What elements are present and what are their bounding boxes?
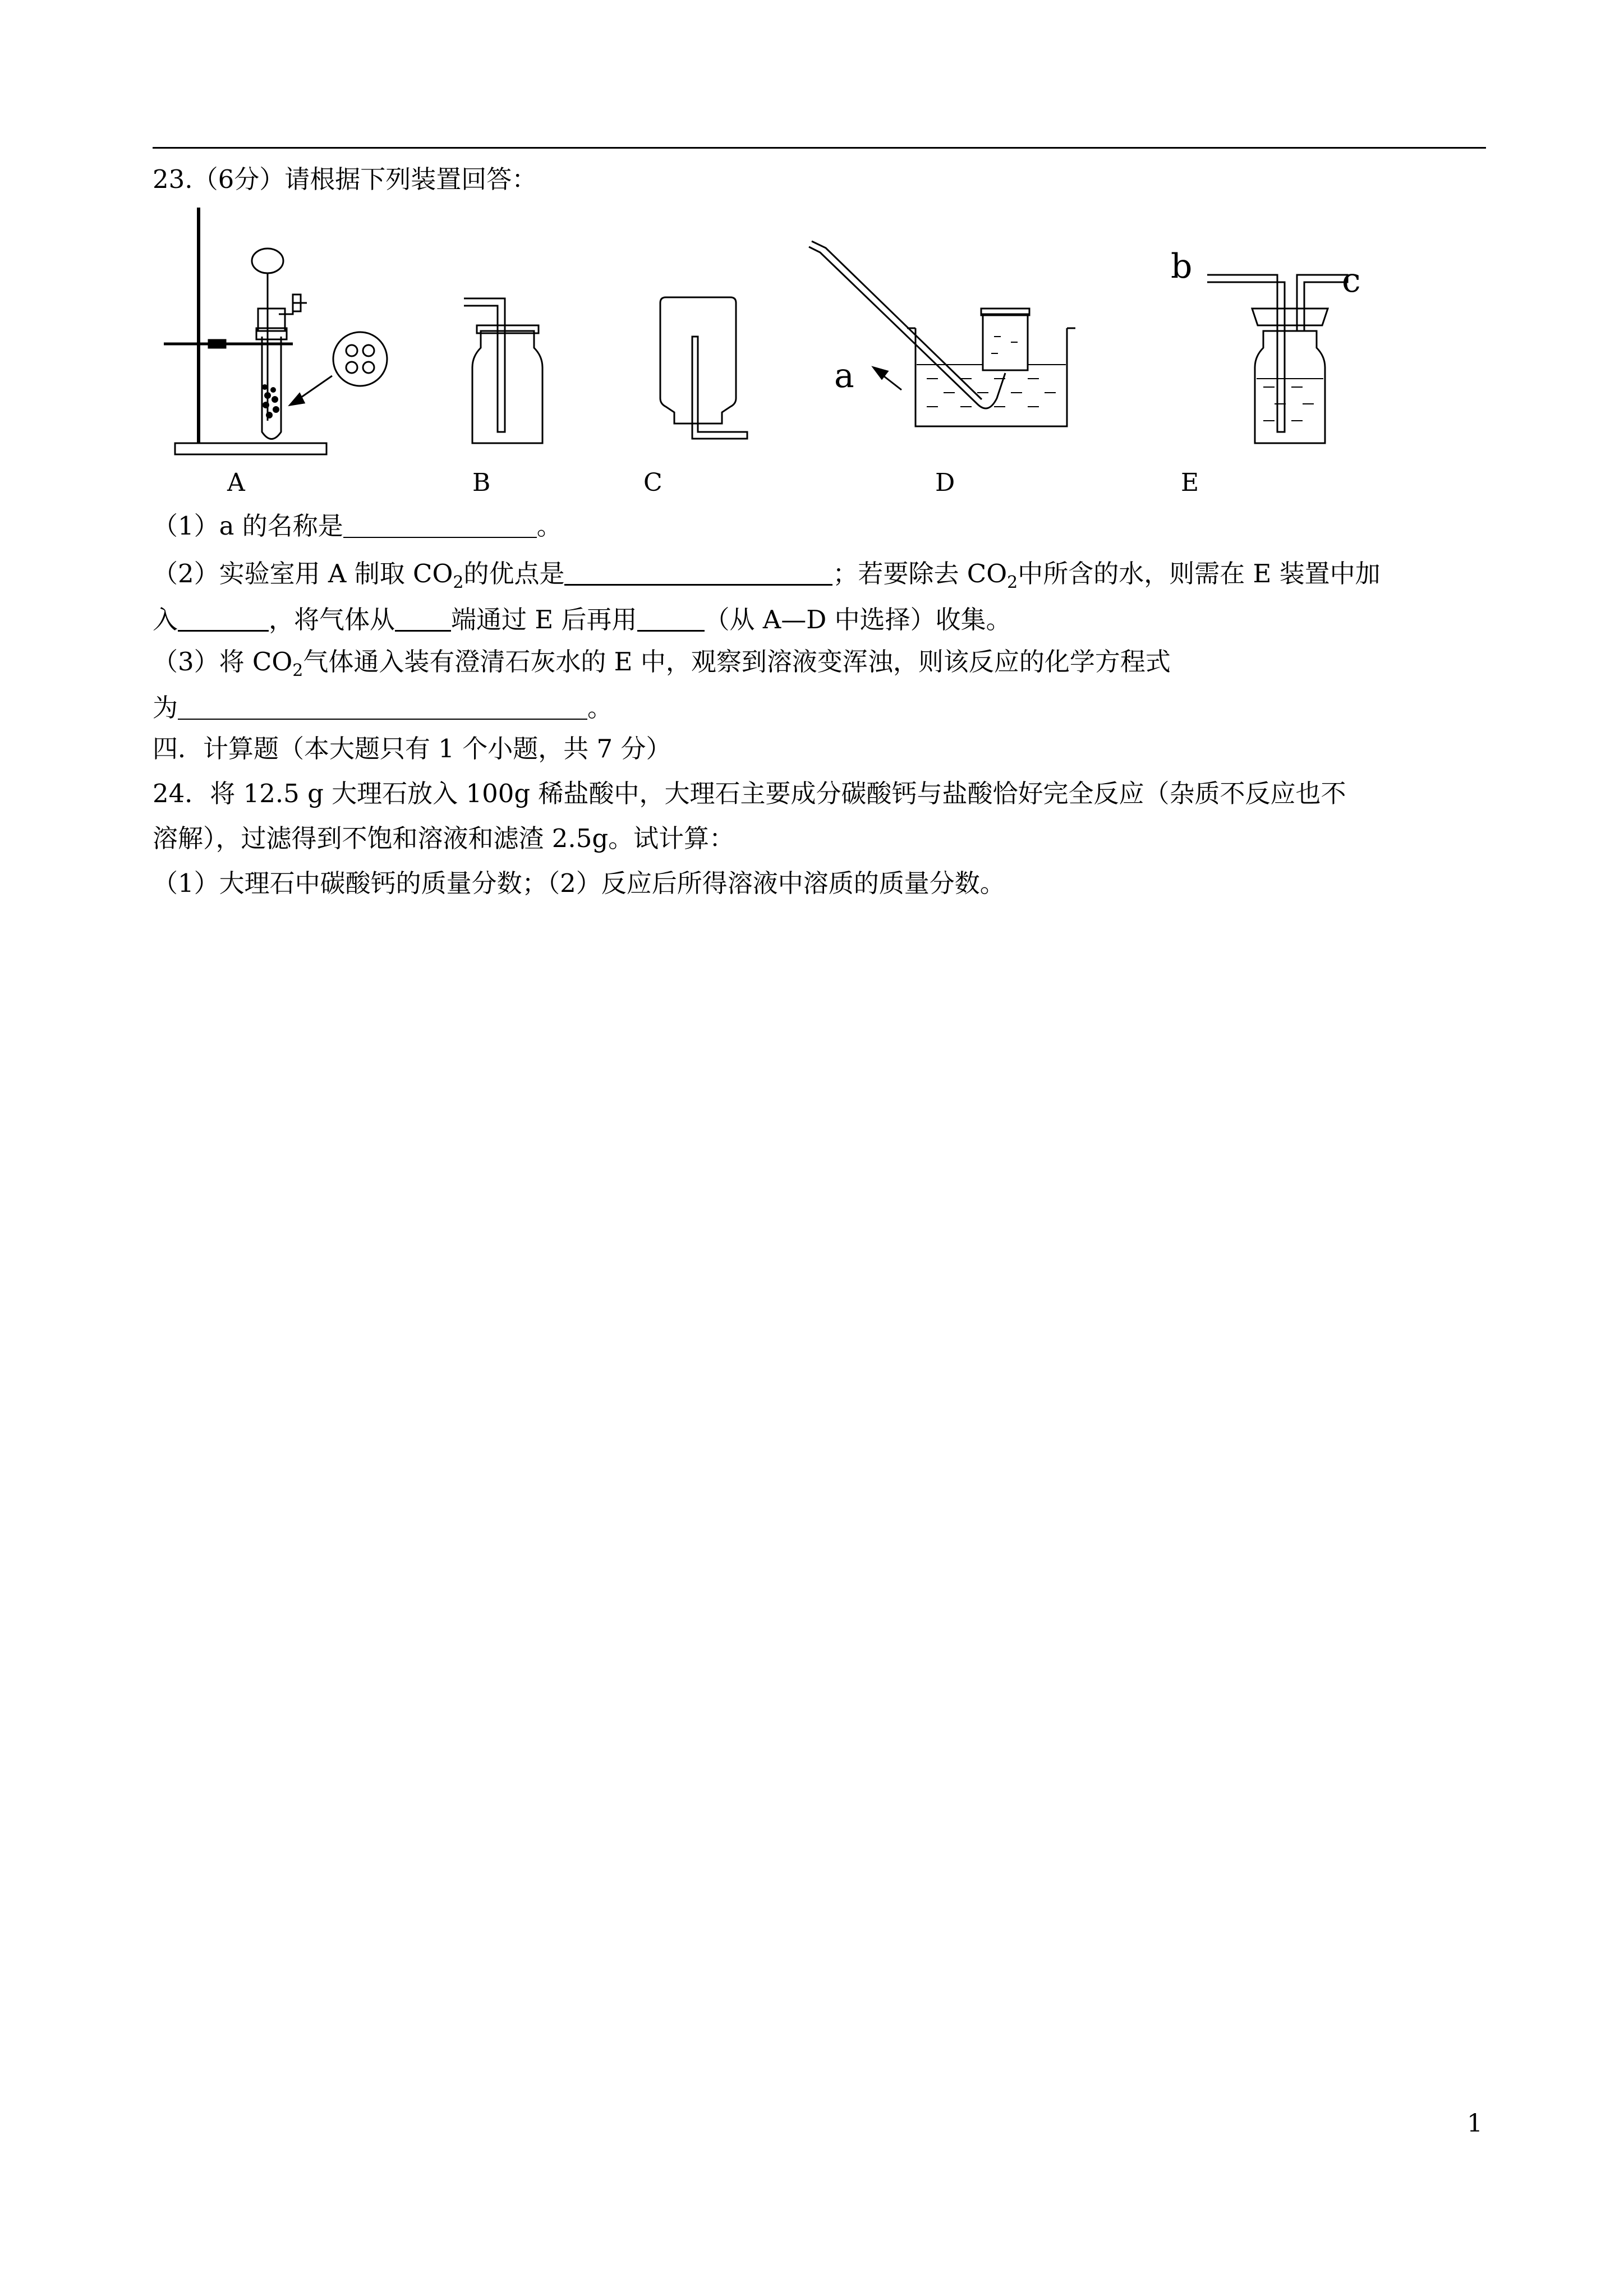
apparatus-label-d: D <box>935 468 955 497</box>
top-rule <box>153 147 1486 149</box>
q24-line3: （1）大理石中碳酸钙的质量分数；（2）反应后所得溶液中溶质的质量分数。 <box>153 868 1005 898</box>
q23-part3-line2: 为 。 <box>153 693 613 723</box>
q23-part3-line1: （3）将 $CO_2$气体通入装有澄清石灰水的 E 中，观察到溶液变浑浊，则该反应的化学方程式 <box>153 647 1171 680</box>
tube-label-a: a <box>834 356 854 395</box>
page-number: 1 <box>1467 2109 1483 2138</box>
apparatus-label-a: A <box>227 468 245 497</box>
answer-blank-2[interactable] <box>564 559 832 586</box>
apparatus-label-c: C <box>643 468 663 497</box>
answer-blank-6[interactable] <box>178 694 587 720</box>
q23-part2-line1: （2）实验室用 A 制取 $CO_2$的优点是 ；若要除去 $CO_2$中所含的水，则需在 E 装置中加 <box>153 559 1381 592</box>
apparatus-label-e: E <box>1181 468 1199 497</box>
apparatus-c <box>660 297 747 439</box>
q23-part2-line2: 入 ，将气体从 端通过 E 后再用 （从 A—D 中选择）收集。 <box>153 605 1011 634</box>
apparatus-e <box>1207 275 1347 443</box>
apparatus-diagram <box>153 196 1486 513</box>
answer-blank-5[interactable] <box>637 605 705 632</box>
apparatus-d <box>809 241 1075 426</box>
q24-line1: 24．将 12.5 g 大理石放入 100g 稀盐酸中，大理石主要成分碳酸钙与盐酸恰好完全反应（杂质不反应也不 <box>153 779 1346 808</box>
answer-blank-1[interactable] <box>343 512 537 538</box>
q23-title: 23.（6分）请根据下列装置回答： <box>153 164 537 194</box>
section4-title: 四．计算题（本大题只有 1 个小题，共 7 分） <box>153 734 671 763</box>
q24-line2: 溶解），过滤得到不饱和溶液和滤渣 2.5g。试计算： <box>153 823 735 853</box>
apparatus-a <box>164 208 387 454</box>
q23-part1: （1）a 的名称是 。 <box>153 511 562 541</box>
apparatus-b <box>464 298 542 443</box>
tube-label-c: c <box>1342 261 1361 300</box>
answer-blank-3[interactable] <box>178 605 269 632</box>
apparatus-label-b: B <box>472 468 491 497</box>
answer-blank-4[interactable] <box>395 605 451 632</box>
tube-label-b: b <box>1171 247 1193 286</box>
